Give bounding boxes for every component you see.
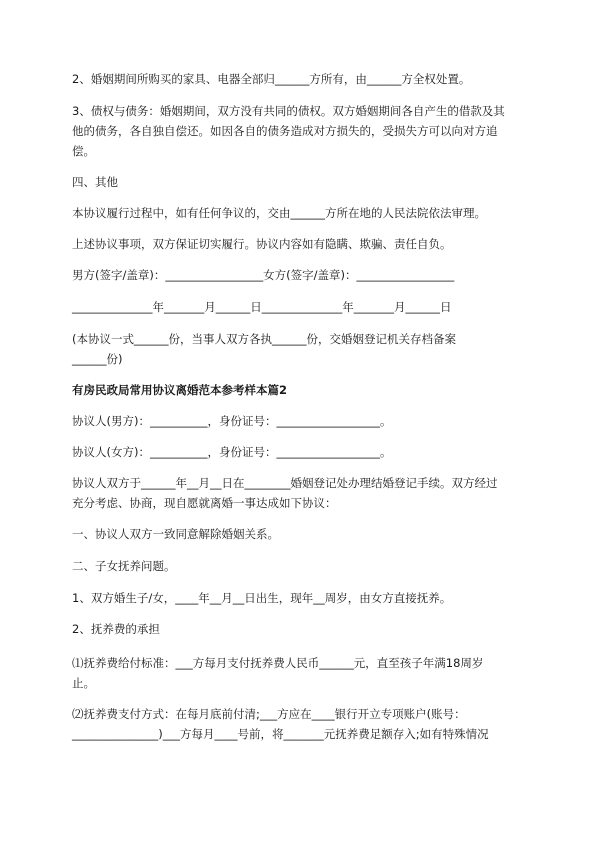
text-line-3: 他的债务，各自独自偿还。如因各自的债务造成对方损失的，受损失方可以向对方追 (72, 124, 498, 138)
party-male-line: 协议人(男方)：__________，身份证号：__________________。 (72, 414, 392, 428)
party-female-line: 协议人(女方)：__________，身份证号：__________________。 (72, 445, 392, 459)
article-title: 有房民政局常用协议离婚范本参考样本篇2 (72, 383, 287, 397)
text-line-21: ⑴抚养费给付标准：___方每月支付抚养费人民币______元，直至孩子年满18周岁 (72, 656, 484, 670)
copies-note-line-1: (本协议一式______份，当事人双方各执______份，交婚姻登记机关存档备案 (72, 332, 456, 346)
signature-line: 男方(签字/盖章)：_________________女方(签字/盖章)：_________________ (72, 268, 455, 282)
text-line-6: 本协议履行过程中，如有任何争议的，交由______方所在地的人民法院依法审理。 (72, 206, 486, 220)
clause-two: 二、子女抚养问题。 (72, 559, 176, 573)
text-line-24: _______________)___方每月____号前，将_______元抚养费足额存入;如有特殊情况 (72, 727, 489, 741)
section-heading-other: 四、其他 (72, 175, 118, 189)
text-line-2: 3、债权与债务：婚姻期间，双方没有共同的债权。双方婚姻期间各自产生的借款及其 (72, 104, 505, 118)
text-line-4: 偿。 (72, 144, 95, 158)
text-line-1: 2、婚姻期间所购买的家具、电器全部归______方所有，由______方全权处置。 (72, 72, 471, 86)
text-line-19: 1、双方婚生子/女，____年__月__日出生，现年__周岁，由女方直接抚养。 (72, 591, 452, 605)
text-line-23: ⑵抚养费支付方式：在每月底前付清;___方应在____银行开立专项账户(账号： (72, 707, 466, 721)
copies-note-line-2: ______份) (72, 352, 123, 366)
text-line-15: 协议人双方于______年__月__日在________婚姻登记处办理结婚登记手续。双方经过 (72, 476, 498, 490)
text-line-16: 充分考虑、协商，现自愿就离婚一事达成如下协议： (72, 496, 337, 510)
date-line: ______________年_______月______日______________年_______月______日 (72, 300, 452, 314)
clause-one: 一、协议人双方一致同意解除婚姻关系。 (72, 527, 279, 541)
text-line-7: 上述协议事项，双方保证切实履行。协议内容如有隐瞒、欺骗、责任自负。 (72, 237, 452, 251)
text-line-22: 止。 (72, 676, 95, 690)
text-line-20: 2、抚养费的承担 (72, 622, 160, 636)
